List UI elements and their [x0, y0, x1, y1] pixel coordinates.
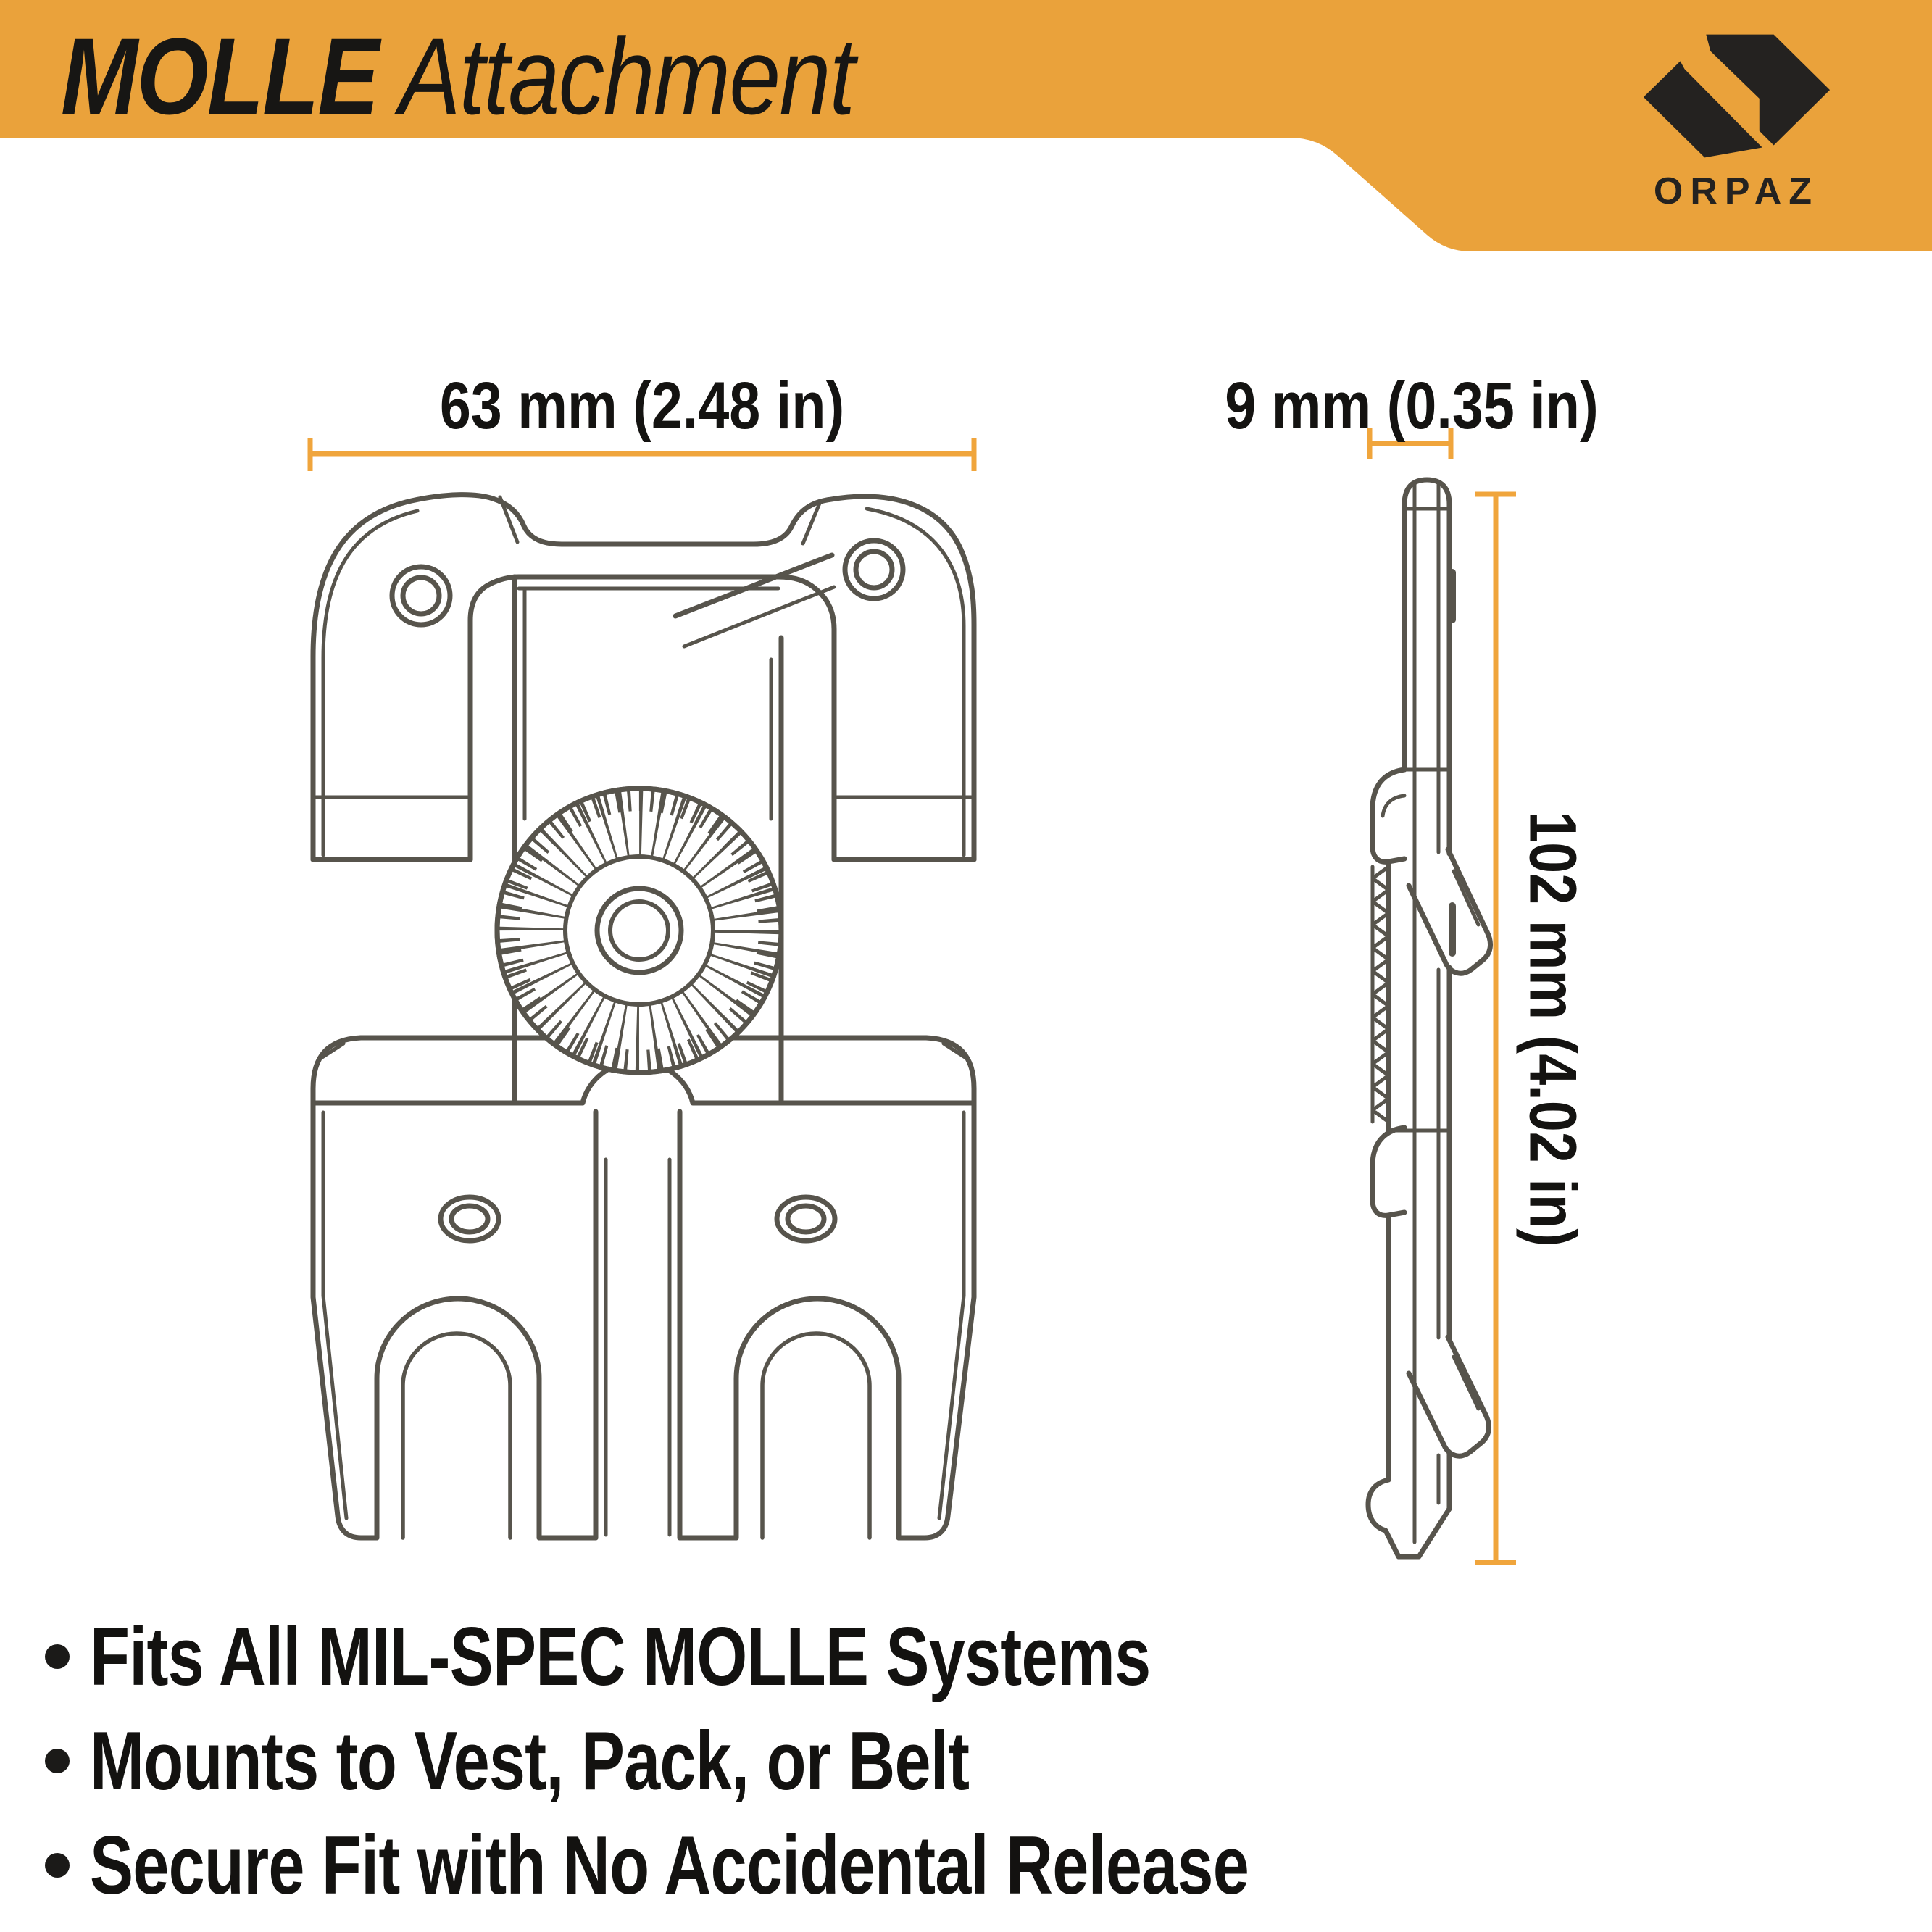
dimension-lines	[310, 428, 1516, 1562]
side-view-drawing	[1368, 480, 1491, 1557]
feature-text: Fits All MIL-SPEC MOLLE Systems	[90, 1610, 1151, 1703]
width-dimension-label: 63 mm (2.48 in)	[439, 369, 845, 443]
brand-logo-text: ORPAZ	[1653, 170, 1820, 212]
thickness-dimension-label: 9 mm (0.35 in)	[1225, 369, 1599, 443]
front-view-drawing	[313, 495, 974, 1538]
list-item	[45, 1604, 1557, 1709]
page-title-secondary: Attachment	[399, 15, 854, 137]
page-title-primary: MOLLE	[61, 15, 378, 137]
feature-text: Mounts to Vest, Pack, or Belt	[90, 1715, 970, 1807]
bullet-icon	[45, 1853, 70, 1878]
list-item	[45, 1813, 1557, 1918]
bullet-icon	[45, 1644, 70, 1669]
bullet-icon	[45, 1749, 70, 1773]
height-dimension-label: 102 mm (4.02 in)	[1515, 811, 1590, 1247]
feature-text: Secure Fit with No Accidental Release	[90, 1819, 1249, 1912]
feature-list	[45, 1604, 1557, 1918]
knurled-disc	[497, 788, 781, 1073]
list-item	[45, 1709, 1557, 1813]
